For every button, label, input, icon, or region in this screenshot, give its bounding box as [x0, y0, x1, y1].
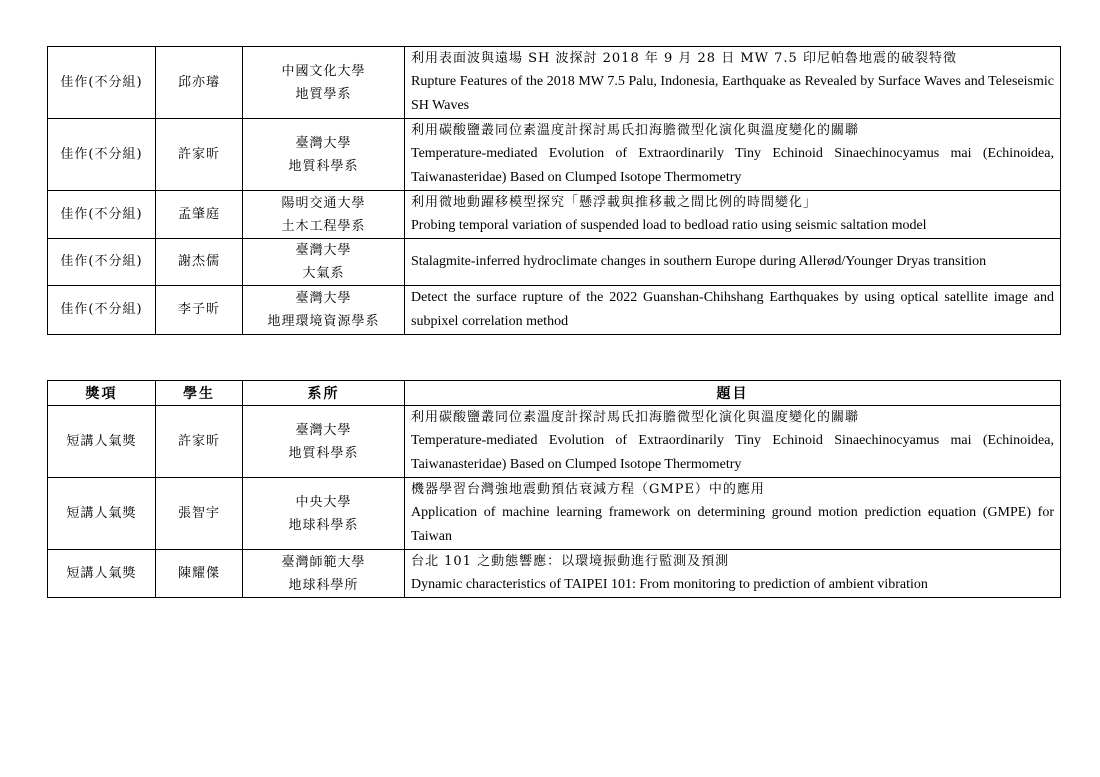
- department-name: 地質學系: [295, 86, 352, 102]
- student-cell: 許家昕: [156, 119, 243, 191]
- department-name: 土木工程學系: [281, 218, 366, 234]
- award-cell: 佳作(不分組): [48, 191, 156, 239]
- title-cell: [405, 47, 1061, 119]
- department-name: 地球科學系: [288, 517, 359, 533]
- title-english: Detect the surface rupture of the 2022 Guanshan-Chihshang Earthquakes by using optical satellite image and subpixel correlation method: [411, 290, 1054, 329]
- award-cell: 佳作(不分組): [48, 239, 156, 286]
- title-english: Temperature-mediated Evolution of Extraordinarily Tiny Echinoid Sinaechinocyamus mai (Echinoidea, Taiwanasteridae) Based on Clumped Isotope Thermometry: [411, 146, 1054, 185]
- student-cell: 謝杰儒: [156, 239, 243, 286]
- award-cell: 短講人氣獎: [48, 478, 156, 550]
- table-row: [48, 550, 1061, 598]
- department-cell: [243, 239, 405, 286]
- title-cell: [405, 286, 1061, 335]
- award-table-honorable-mention: [47, 46, 1061, 335]
- table-row: [48, 47, 1061, 119]
- student-cell: 陳耀傑: [156, 550, 243, 598]
- award-cell: 佳作(不分組): [48, 47, 156, 119]
- award-cell: 短講人氣獎: [48, 550, 156, 598]
- header-title: 題目: [405, 381, 1061, 406]
- header-award: 獎項: [48, 381, 156, 406]
- award-cell: 佳作(不分組): [48, 286, 156, 335]
- title-chinese: 利用碳酸鹽叢同位素溫度計探討馬氏扣海膽微型化演化與溫度變化的關聯: [411, 410, 860, 425]
- title-chinese: 利用微地動躍移模型探究「懸浮載與推移載之間比例的時間變化」: [411, 195, 818, 210]
- title-chinese: 利用碳酸鹽叢同位素溫度計探討馬氏扣海膽微型化演化與溫度變化的關聯: [411, 123, 860, 138]
- title-cell: [405, 478, 1061, 550]
- title-chinese: 利用表面波與遠場 SH 波探討 2018 年 9 月 28 日 MW 7.5 印尼帕魯地震的破裂特徵: [411, 51, 957, 66]
- department-cell: [243, 191, 405, 239]
- student-cell: 邱亦璿: [156, 47, 243, 119]
- table-row: [48, 119, 1061, 191]
- student-cell: 李子昕: [156, 286, 243, 335]
- table-row: [48, 286, 1061, 335]
- table-row: [48, 478, 1061, 550]
- student-cell: 許家昕: [156, 406, 243, 478]
- header-student: 學生: [156, 381, 243, 406]
- student-cell: 孟肇庭: [156, 191, 243, 239]
- university-name: 臺灣大學: [295, 243, 352, 258]
- department-cell: [243, 406, 405, 478]
- department-name: 地理環境資源學系: [267, 314, 380, 329]
- university-name: 中央大學: [295, 494, 352, 510]
- university-name: 臺灣大學: [295, 135, 352, 151]
- header-department: 系所: [243, 381, 405, 406]
- award-cell: 佳作(不分組): [48, 119, 156, 191]
- title-english: Stalagmite-inferred hydroclimate changes in southern Europe during Allerød/Younger Dryas transition: [411, 254, 987, 269]
- title-cell: [405, 191, 1061, 239]
- department-name: 地質科學系: [288, 158, 359, 174]
- title-cell: [405, 550, 1061, 598]
- table-row: [48, 239, 1061, 286]
- university-name: 陽明交通大學: [281, 195, 366, 211]
- university-name: 臺灣大學: [295, 291, 352, 306]
- department-cell: [243, 47, 405, 119]
- department-cell: [243, 286, 405, 335]
- title-english: Probing temporal variation of suspended load to bedload ratio using seismic saltation model: [411, 218, 927, 233]
- title-english: Rupture Features of the 2018 MW 7.5 Palu, Indonesia, Earthquake as Revealed by Surface Waves and Teleseismic SH Waves: [411, 74, 1054, 113]
- department-name: 地球科學所: [288, 577, 359, 593]
- title-english: Dynamic characteristics of TAIPEI 101: From monitoring to prediction of ambient vibration: [411, 577, 928, 592]
- university-name: 臺灣大學: [295, 422, 352, 438]
- award-table-popularity: [47, 380, 1061, 598]
- title-cell: [405, 239, 1061, 286]
- award-cell: 短講人氣獎: [48, 406, 156, 478]
- title-chinese: 機器學習台灣強地震動預估衰減方程（GMPE）中的應用: [411, 482, 765, 497]
- table-row: [48, 406, 1061, 478]
- title-cell: [405, 406, 1061, 478]
- department-cell: [243, 478, 405, 550]
- title-cell: [405, 119, 1061, 191]
- title-english: Application of machine learning framework on determining ground motion prediction equation (GMPE) for Taiwan: [411, 505, 1054, 544]
- title-chinese: 台北 101 之動態響應：以環境振動進行監測及預測: [411, 554, 730, 569]
- department-cell: [243, 119, 405, 191]
- title-english: Temperature-mediated Evolution of Extraordinarily Tiny Echinoid Sinaechinocyamus mai (Echinoidea, Taiwanasteridae) Based on Clumped Isotope Thermometry: [411, 433, 1054, 472]
- department-cell: [243, 550, 405, 598]
- university-name: 臺灣師範大學: [281, 554, 366, 570]
- university-name: 中國文化大學: [281, 63, 366, 79]
- table-row: [48, 191, 1061, 239]
- table-header-row: [48, 381, 1061, 406]
- department-name: 地質科學系: [288, 445, 359, 461]
- department-name: 大氣系: [302, 266, 345, 281]
- student-cell: 張智宇: [156, 478, 243, 550]
